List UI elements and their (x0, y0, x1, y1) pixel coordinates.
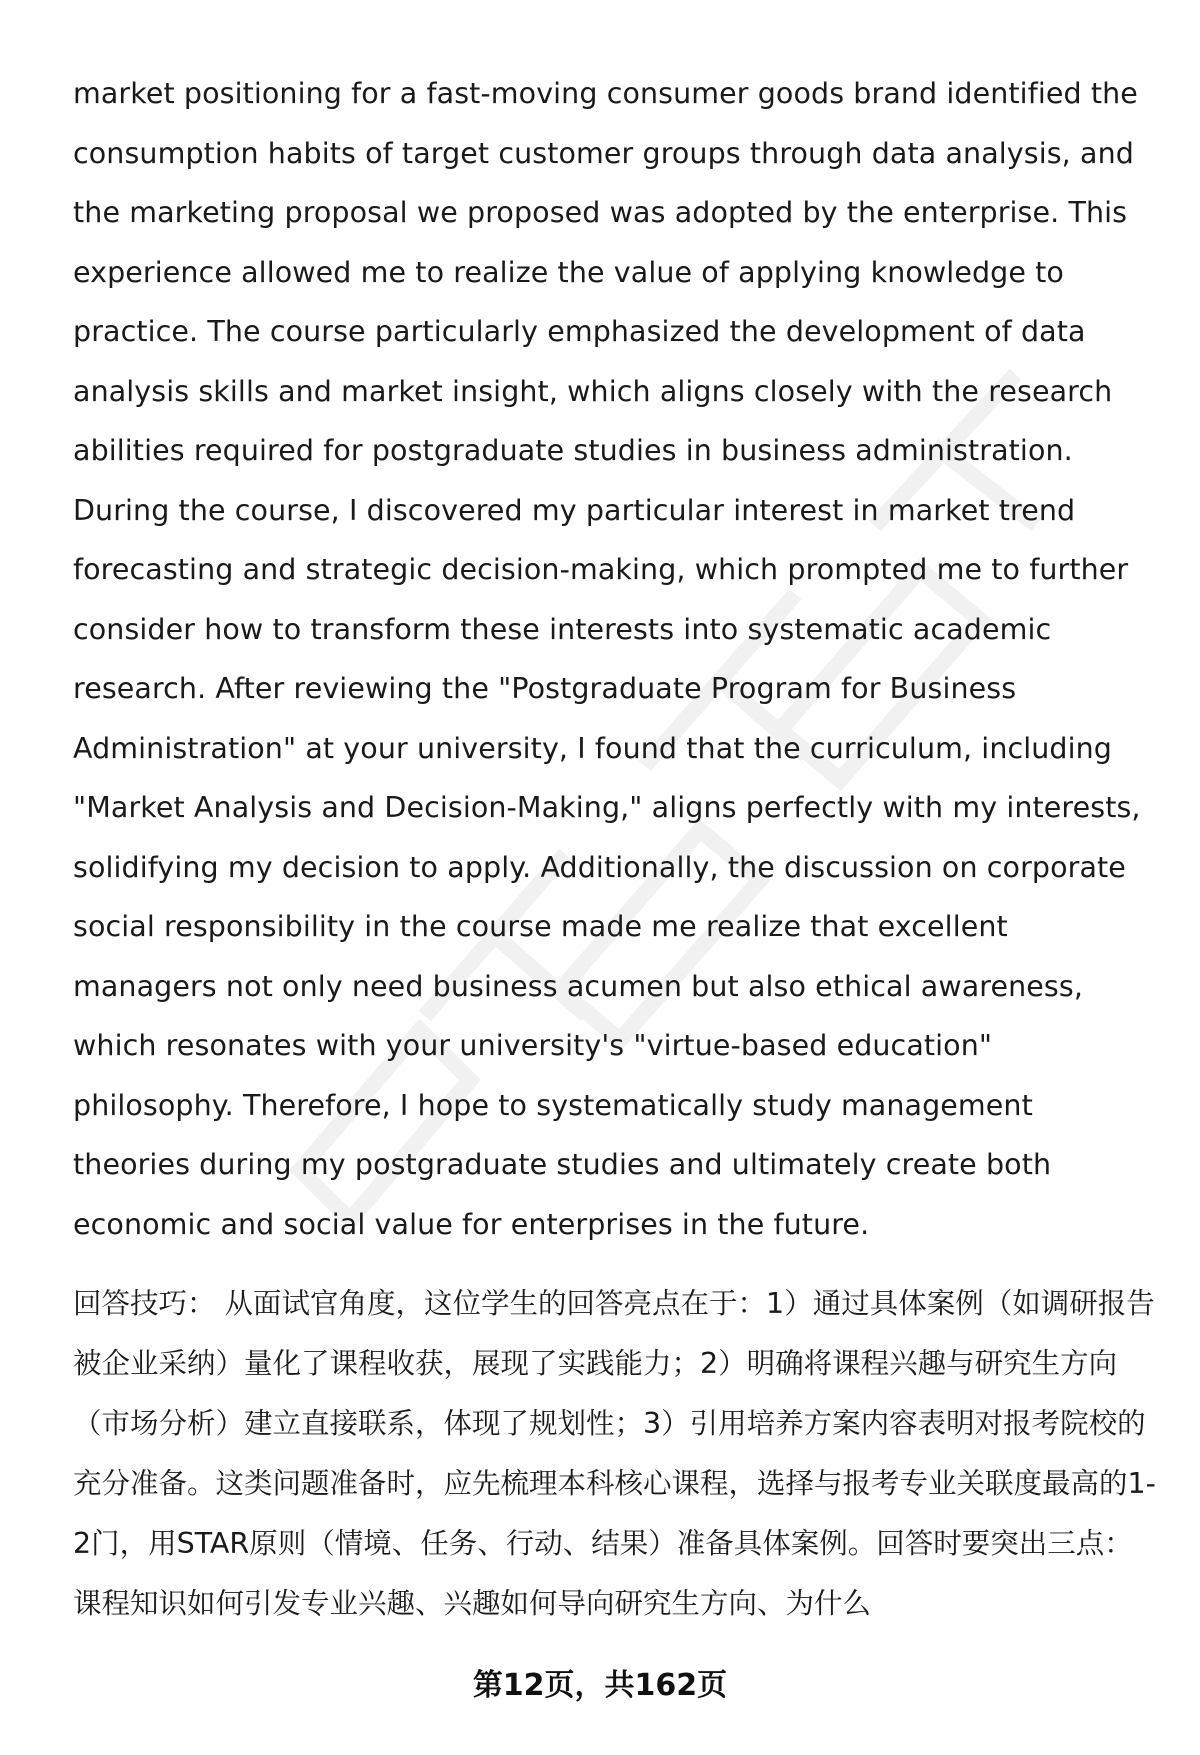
answer-tips-paragraph: 回答技巧： 从面试官角度，这位学生的回答亮点在于：1）通过具体案例（如调研报告被企业采纳）量化了课程收获，展现了实践能力；2）明确将课程兴趣与研究生方向（市场分析）建立直接联系，体现了规划性；3）引用培养方案内容表明对报考院校的充分准备。这类问题准备时，应先梳理本科核心课程，选择与报考专业关联度最高的1-2门，用STAR原则（情境、任务、行动、结果）准备具体案例。回答时要突出三点：课程知识如何引发专业兴趣、兴趣如何导向研究生方向、为什么 (73, 1287, 1156, 1620)
page-content (73, 64, 1158, 1634)
page-number-footer: 第12页，共162页 (472, 1668, 728, 1703)
body-paragraph: market positioning for a fast-moving consumer goods brand identified the consumption habits of target customer groups through data analysis, and the marketing proposal we proposed was adopted by the enterprise. This experience allowed me to realize the value of applying knowledge to practice. The course particularly emphasized the development of data analysis skills and market insight, which aligns closely with the research abilities required for postgraduate studies in business administration. During the course, I discovered my particular interest in market trend forecasting and strategic decision-making, which prompted me to further consider how to transform these interests into systematic academic research. After reviewing the "Postgraduate Program for Business Administration" at your university, I found that the curriculum, including "Market Analysis and Decision-Making," aligns perfectly with my interests, solidifying my decision to apply. Additionally, the discussion on corporate social responsibility in the course made me realize that excellent managers not only need business acumen but also ethical awareness, which resonates with your university's "virtue-based education" philosophy. Therefore, I hope to systematically study management theories during my postgraduate studies and ultimately create both economic and social value for enterprises in the future. (73, 77, 1141, 1241)
